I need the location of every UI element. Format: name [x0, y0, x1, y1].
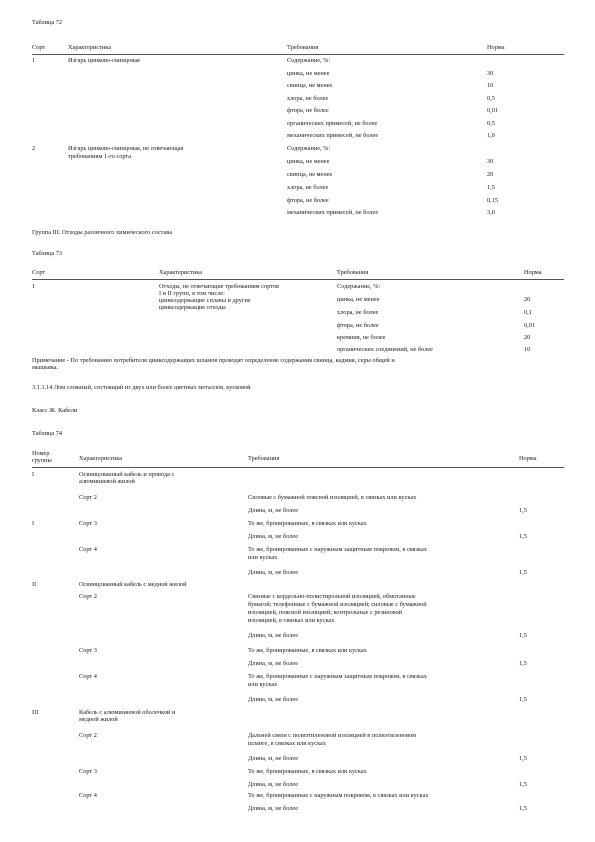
t73-r1-norm: 20 [524, 296, 531, 303]
t74-head-req: Требования [248, 455, 280, 462]
t72-r1-sort: 1 [32, 57, 36, 64]
t72-r1-req: механических примесей, не более [287, 132, 379, 139]
t73-r1-char: I и II групп, в том числе: [159, 290, 225, 297]
t73-r1-req: хлора, не более [337, 309, 379, 316]
t72-r1-req: фтора, не более [287, 107, 329, 114]
t73-note: мышьяка. [32, 364, 59, 371]
t73-r1-norm: 20 [524, 334, 531, 341]
t74-g1-sort3: Сорт 3 [79, 520, 97, 527]
t74-g1-sort4: Сорт 4 [79, 546, 97, 553]
t74-g3-sort2-req: шланге, в связках или кусках [248, 740, 326, 747]
t72-r1-norm: 0,5 [487, 95, 495, 102]
t74-g3-char: медной жилой [79, 716, 118, 723]
t72-r2-req: механических примесей, не более [287, 209, 379, 216]
t72-r1-norm: 1,0 [487, 132, 495, 139]
t72-r2-req: фтора, не более [287, 197, 329, 204]
t72-head-char: Характеристика [68, 44, 112, 51]
t73-head-char: Характеристика [159, 269, 203, 276]
t74-g1-sort4-req: То же, бронированные с наружным защитным покровом, в связках [248, 546, 427, 553]
t73-head-req: Требования [337, 269, 369, 276]
t74-g3-sort3-req: То же, бронированные, в связках или кусках [248, 768, 367, 775]
t74-g2-sort3: Сорт 3 [79, 647, 97, 654]
t74-g2-sort4-req: или кусках [248, 681, 278, 688]
t74-g2-sort3-len: Длина, м, не более [248, 660, 298, 667]
t72-r2-req: цинка, не менее [287, 158, 330, 165]
t72-r1-req: свинца, не менее [287, 82, 333, 89]
table-73-title: Таблица 73 [32, 250, 63, 257]
t73-head-rule [32, 279, 564, 280]
t74-g3-sort2-norm: 1,5 [519, 755, 527, 762]
group-heading: Группа III. Отходы различного химического состава [32, 229, 172, 236]
t74-g1-sort2: Сорт 2 [79, 494, 97, 501]
t74-g1-sort4-req: или кусках [248, 554, 278, 561]
t73-r1-char: цинксодержащие отходы [159, 304, 226, 311]
t73-r1-req: органических соединений, не более [337, 346, 433, 353]
class-heading: Класс Ж. Кабели [32, 407, 78, 414]
t74-head-grp: Номер [32, 450, 50, 457]
t72-head-sort: Сорт [32, 44, 46, 51]
t72-r2-req-head: Содержание, %: [287, 145, 331, 152]
t72-r1-norm: 0,5 [487, 120, 495, 127]
t74-g1-num: I [32, 471, 35, 478]
t73-r1-sort: 1 [32, 283, 36, 290]
t72-r1-req: цинка, не менее [287, 70, 330, 77]
t74-g1-sort2-norm: 1,5 [519, 507, 527, 514]
table-72-title: Таблица 72 [32, 19, 63, 26]
t73-r1-norm: 0,1 [524, 309, 532, 316]
t74-g3-num: III [32, 709, 39, 716]
t72-r2-norm: 3,0 [487, 209, 495, 216]
t74-g1-num: I [32, 520, 35, 527]
t74-g3-char: Кабель с алюминиевой оболочкой и [79, 709, 176, 716]
t74-g3-sort2: Сорт 2 [79, 732, 97, 739]
t74-head-char: Характеристика [79, 455, 123, 462]
t73-note: Примечание - По требованию потребителя цинксодержащих шламов проводят определение содержания свинца, кадмия, серы общей и [32, 357, 395, 364]
t73-r1-char: цинксодержащие сплавы и другие [159, 297, 251, 304]
t74-g2-sort2-req: изоляцией, поясной изоляцией; контрольные с резиновой [248, 609, 403, 616]
t73-r1-norm: 0,01 [524, 322, 536, 329]
t72-r2-norm: 20 [487, 171, 494, 178]
t73-head-sort: Сорт [32, 269, 46, 276]
t72-r2-req: хлора, не более [287, 184, 329, 191]
t72-r2-norm: 0,15 [487, 197, 499, 204]
t72-head-rule [32, 54, 564, 55]
t74-g2-sort2-req: Связные с кордельно-полистирольной изоляцией, обмотанные [248, 593, 416, 600]
t74-g1-sort3-len: Длина, м, не более [248, 533, 298, 540]
t74-g1-sort2-req: Силовые с бумажной поясной изоляцией, в связках или кусках [248, 494, 417, 501]
t72-r1-req: хлора, не более [287, 95, 329, 102]
t72-r1-req: органических примесей, не более [287, 120, 378, 127]
table-74-title: Таблица 74 [32, 430, 63, 437]
t74-g3-sort4-req: То же, бронированные с наружным покровом, в связках или кусках [248, 792, 429, 799]
t74-g3-sort3-norm: 1,5 [519, 781, 527, 788]
t72-r2-char: требованиям 1-го сорта [68, 153, 132, 160]
t73-r1-char: Отходы, не отвечающие требованиям сортов [159, 283, 279, 290]
t73-r1-norm: 10 [524, 346, 531, 353]
t74-g2-sort4-norm: 1,5 [519, 696, 527, 703]
t74-g2-sort2-req: изоляцией, в связках или кусках [248, 617, 335, 624]
t74-head-grp: группы [32, 457, 52, 464]
t72-r1-norm: 10 [487, 82, 494, 89]
t72-r1-norm: 30 [487, 70, 494, 77]
t72-r2-char: Изгарь цинково-свинцовая, не отвечающая [68, 145, 184, 152]
t74-head-rule [32, 467, 564, 468]
t74-g2-sort2-req: бумагой; телефонные с бумажной изоляцией; силовые с бумажной [248, 601, 427, 608]
t72-r2-norm: 30 [487, 158, 494, 165]
t74-g2-sort2-len: Длина, м, не более [248, 632, 298, 639]
t74-g3-sort3-len: Длина, м, не более [248, 781, 298, 788]
t74-g2-sort3-req: То же, бронированные, в связках или кусках [248, 647, 367, 654]
t73-r1-req: цинка, не менее [337, 296, 380, 303]
t74-g2-sort4-req: То же, бронированные с наружным защитным покровом, в связках [248, 673, 427, 680]
t74-g2-sort2: Сорт 2 [79, 593, 97, 600]
t73-head-norm: Норма [524, 269, 542, 276]
t74-g2-sort3-norm: 1,5 [519, 660, 527, 667]
t74-g3-sort3: Сорт 3 [79, 768, 97, 775]
t73-r1-req: кремния, не более [337, 334, 386, 341]
t73-r1-req-head: Содержание, %: [337, 283, 381, 290]
t72-r1-char: Изгарь цинково-свинцовая [68, 57, 140, 64]
t73-r1-req: фтора, не более [337, 322, 379, 329]
t74-g1-sort2-len: Длина, м, не более [248, 507, 298, 514]
t72-head-norm: Норма [487, 44, 505, 51]
t72-r2-norm: 1,5 [487, 184, 495, 191]
t74-g2-sort4: Сорт 4 [79, 673, 97, 680]
t74-g2-num: II [32, 581, 37, 588]
t74-g1-sort3-req: То же, бронированные, в связках или кусках [248, 520, 367, 527]
t72-r2-sort: 2 [32, 145, 36, 152]
t74-g3-sort4: Сорт 4 [79, 792, 97, 799]
t74-g1-char: Освинцованный кабель и провода с [79, 471, 175, 478]
t72-r1-req-head: Содержание, %: [287, 57, 331, 64]
t74-head-norm: Норма [519, 455, 537, 462]
t74-g1-sort3-norm: 1,5 [519, 533, 527, 540]
t74-g2-char: Освинцованный кабель с медной жилой [79, 581, 187, 588]
section-heading: 3.1.1.14 Лом сложный, состоящий из двух или более цветных металлов, кусковой [32, 384, 251, 391]
t74-g3-sort4-norm: 1,5 [519, 805, 527, 812]
t74-g1-char: алюминиевой жилой [79, 478, 135, 485]
t74-g1-sort4-norm: 1,5 [519, 569, 527, 576]
t74-g3-sort4-len: Длина, м, не более [248, 805, 298, 812]
t72-head-req: Требования [287, 44, 319, 51]
t72-r2-req: свинца, не менее [287, 171, 333, 178]
t74-g3-sort2-req: Дальней связи с полиэтиленовой изоляцией в полиэтиленовом [248, 732, 417, 739]
t74-g1-sort4-len: Длина, м, не более [248, 569, 298, 576]
t74-g2-sort4-len: Длина, м, не более [248, 696, 298, 703]
t72-r1-norm: 0,01 [487, 107, 499, 114]
t74-g3-sort2-len: Длина, м, не более [248, 755, 298, 762]
t74-g2-sort2-norm: 1,5 [519, 632, 527, 639]
